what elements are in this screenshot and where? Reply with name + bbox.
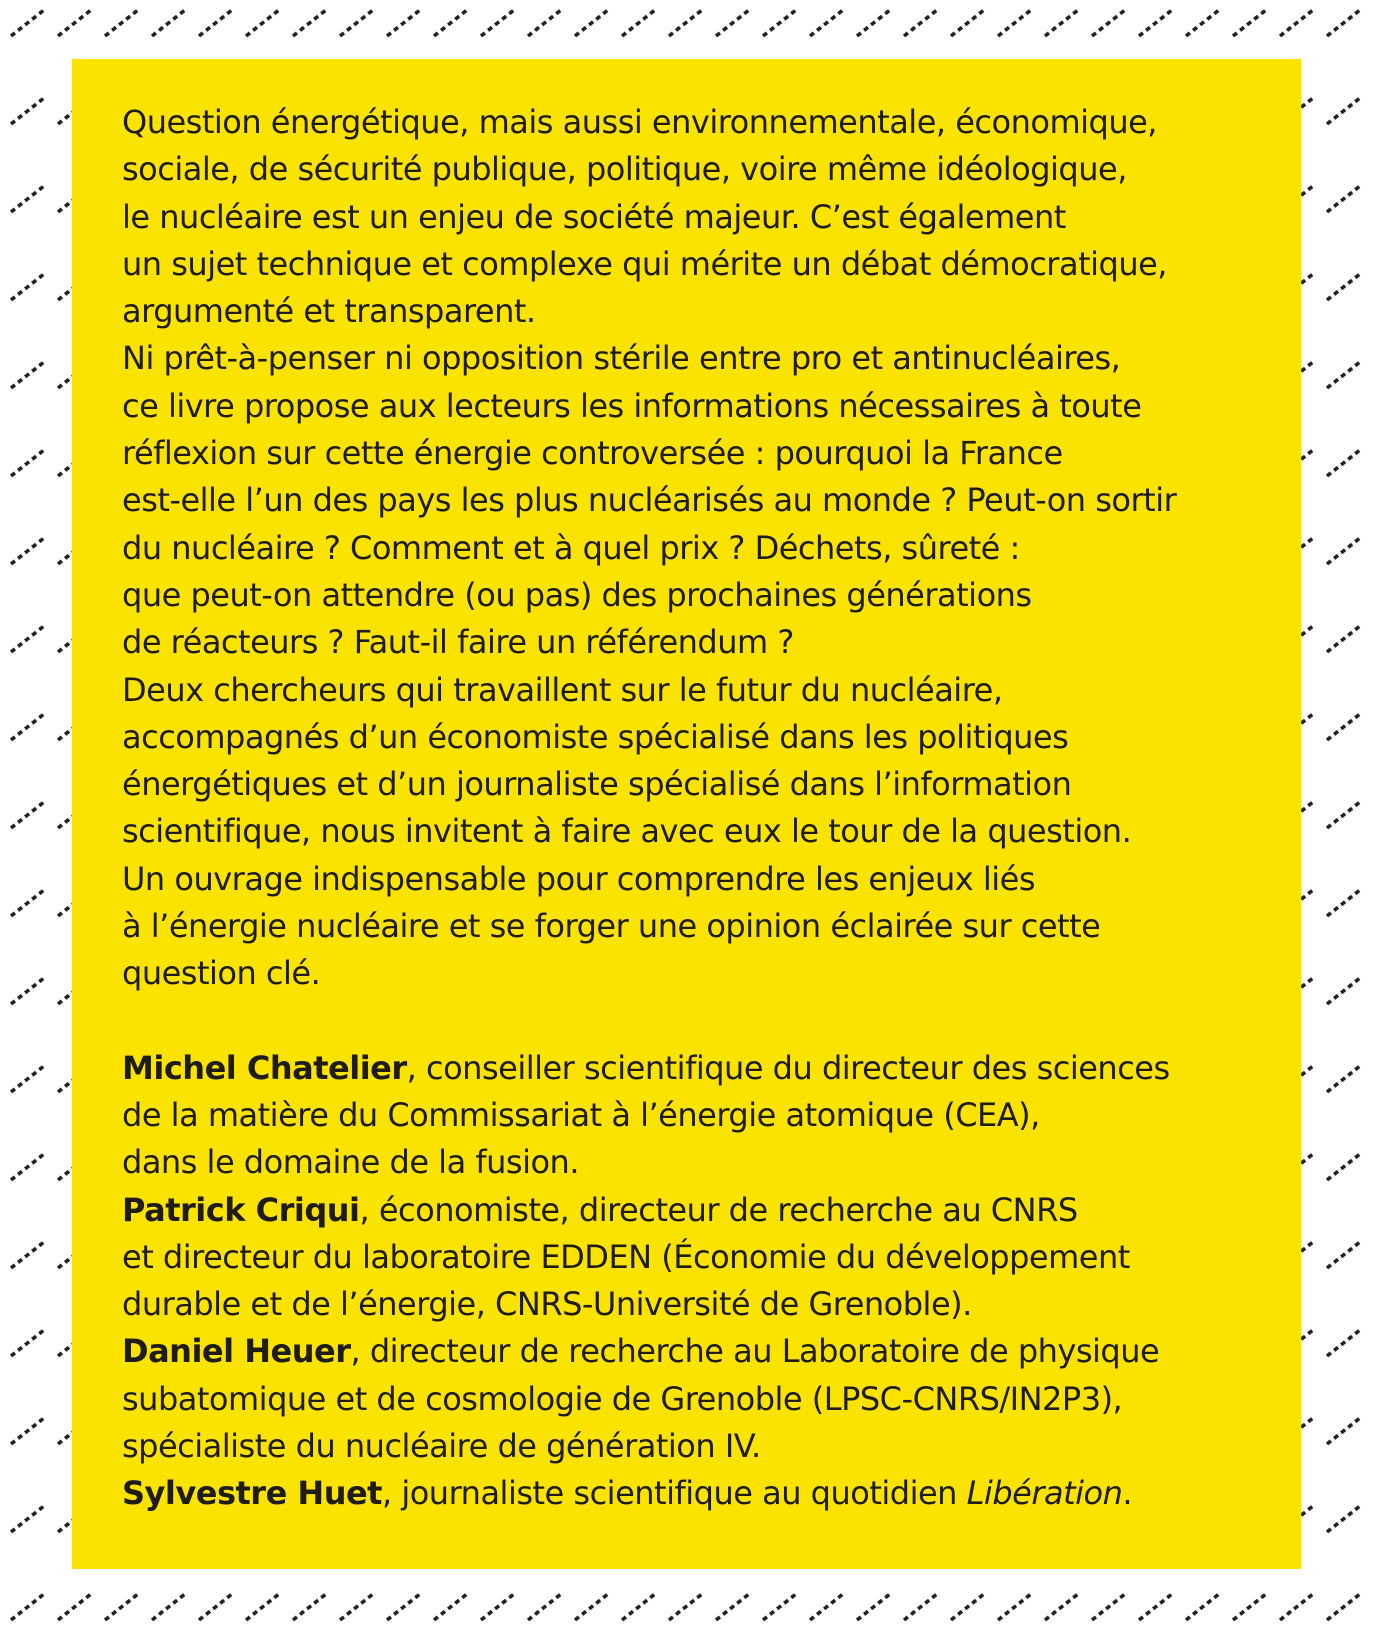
author-description-line: de la matière du Commissariat à l’énergie atomique (CEA), (122, 1095, 1040, 1134)
summary-line: est-elle l’un des pays les plus nucléarisés au monde ? Peut-on sortir (122, 481, 1177, 520)
section-gap (122, 998, 1261, 1045)
summary-line: accompagnés d’un économiste spécialisé dans les politiques (122, 717, 1069, 756)
author-name: Daniel Heuer (122, 1332, 351, 1371)
summary-line: argumenté et transparent. (122, 292, 536, 331)
summary-line: scientifique, nous invitent à faire avec eux le tour de la question. (122, 812, 1132, 851)
summary-line: que peut-on attendre (ou pas) des prochaines générations (122, 575, 1032, 614)
author-description-end: . (1122, 1474, 1133, 1513)
summary-line: le nucléaire est un enjeu de société majeur. C’est également (122, 197, 1066, 236)
author-description: , journaliste scientifique au quotidien (381, 1474, 967, 1513)
summary-line: ce livre propose aux lecteurs les informations nécessaires à toute (122, 386, 1142, 425)
summary-text (122, 99, 1261, 998)
summary-line: Un ouvrage indispensable pour comprendre les enjeux liés (122, 859, 1035, 898)
summary-line: Ni prêt-à-penser ni opposition stérile entre pro et antinucléaires, (122, 339, 1121, 378)
summary-line: de réacteurs ? Faut-il faire un référendum ? (122, 623, 794, 662)
summary-line: un sujet technique et complexe qui mérite un débat démocratique, (122, 244, 1167, 283)
author-description-line: spécialiste du nucléaire de génération IV. (122, 1427, 761, 1466)
summary-line: sociale, de sécurité publique, politique, voire même idéologique, (122, 150, 1127, 189)
summary-line: à l’énergie nucléaire et se forger une opinion éclairée sur cette (122, 907, 1101, 946)
author-description: , directeur de recherche au Laboratoire de physique (350, 1332, 1160, 1371)
author-description-line: dans le domaine de la fusion. (122, 1143, 579, 1182)
author-entry (122, 1045, 1261, 1187)
publication-title: Libération (966, 1474, 1123, 1513)
back-cover-panel (72, 59, 1301, 1569)
summary-line: Question énergétique, mais aussi environnementale, économique, (122, 103, 1157, 141)
author-description: , conseiller scientifique du directeur des sciences (406, 1048, 1170, 1087)
author-description-line: durable et de l’énergie, CNRS-Université de Grenoble). (122, 1285, 972, 1324)
summary-line: énergétiques et d’un journaliste spécialisé dans l’information (122, 765, 1072, 804)
author-entry (122, 1187, 1261, 1329)
summary-line: question clé. (122, 954, 321, 993)
authors-list (122, 1045, 1261, 1518)
author-name: Patrick Criqui (122, 1190, 360, 1229)
author-name: Michel Chatelier (122, 1048, 407, 1087)
author-entry (122, 1470, 1261, 1517)
summary-line: réflexion sur cette énergie controversée : pourquoi la France (122, 434, 1063, 473)
author-description: , économiste, directeur de recherche au CNRS (359, 1190, 1078, 1229)
author-description-line: et directeur du laboratoire EDDEN (Économie du développement (122, 1237, 1130, 1276)
summary-line: du nucléaire ? Comment et à quel prix ? Déchets, sûreté : (122, 528, 1020, 567)
summary-line: Deux chercheurs qui travaillent sur le futur du nucléaire, (122, 670, 1003, 709)
author-description-line: subatomique et de cosmologie de Grenoble (LPSC-CNRS/IN2P3), (122, 1379, 1123, 1418)
author-entry (122, 1328, 1261, 1470)
author-name: Sylvestre Huet (122, 1474, 382, 1513)
